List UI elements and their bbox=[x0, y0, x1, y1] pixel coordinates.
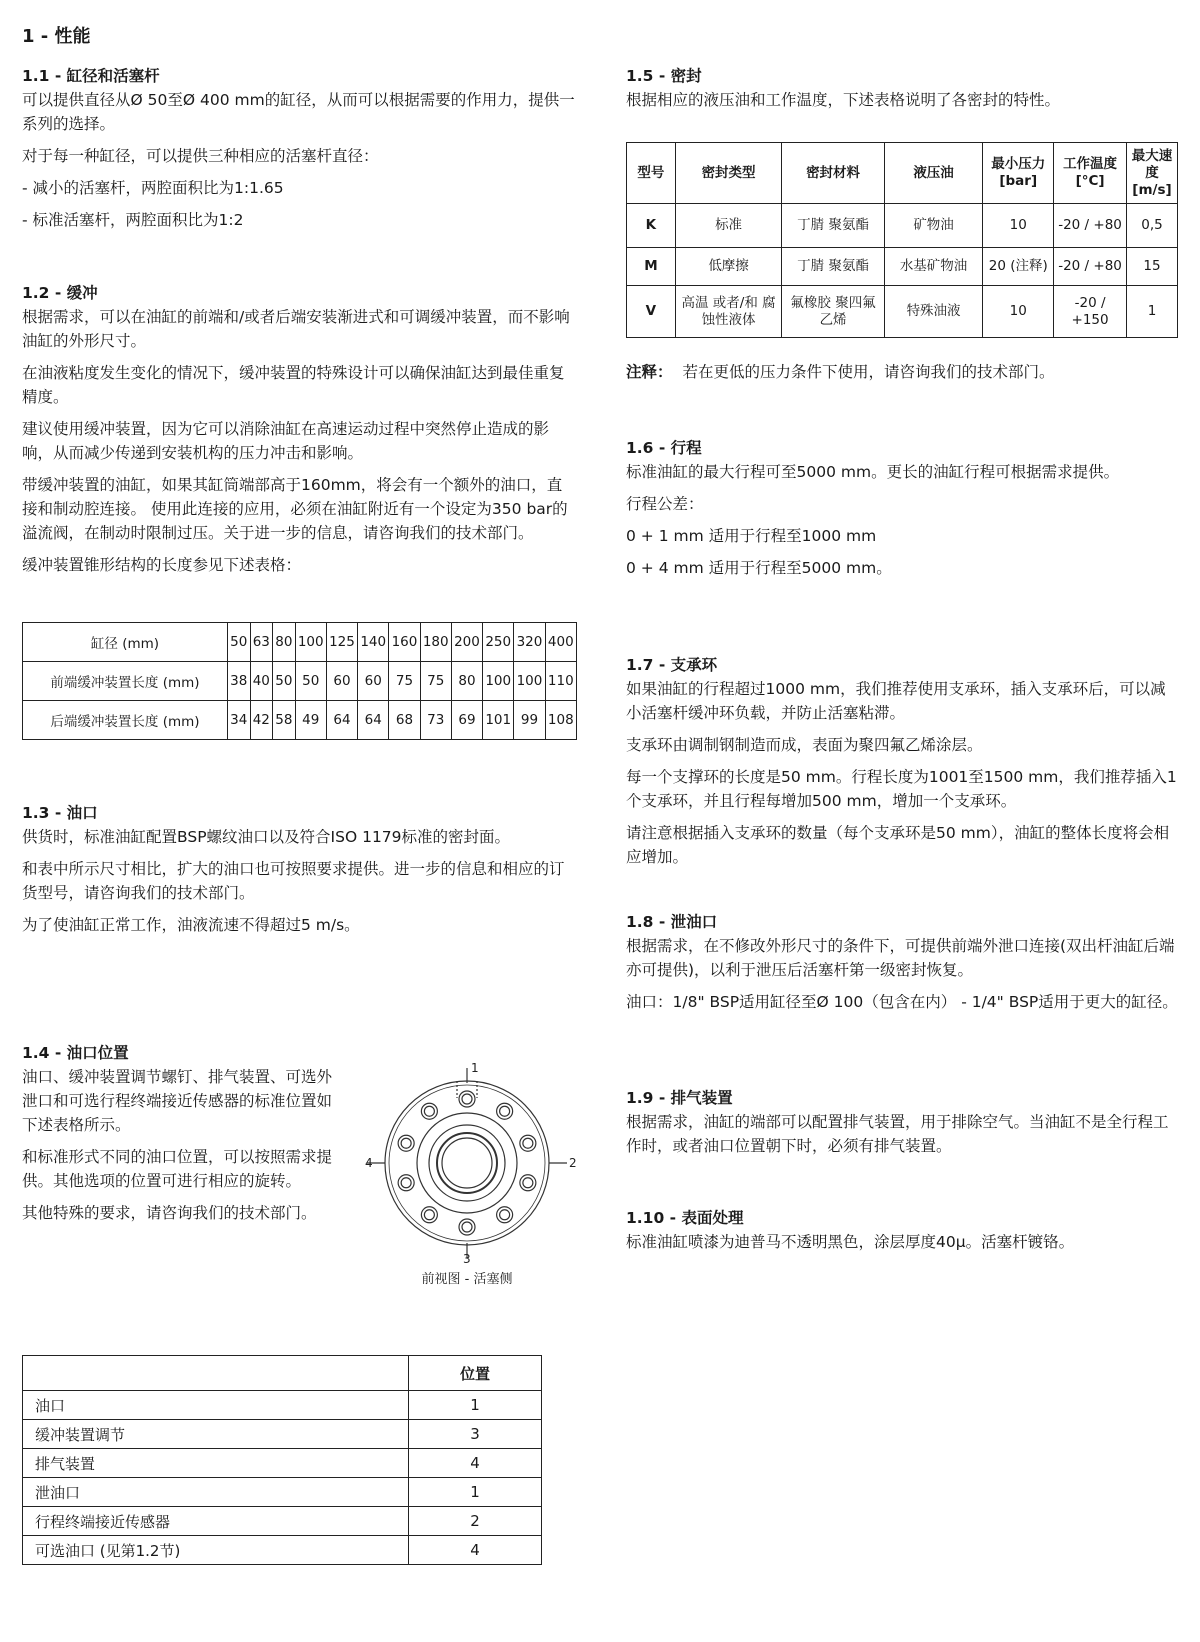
seal-table-header: 型号 bbox=[627, 143, 676, 204]
page-title: 1 - 性能 bbox=[22, 26, 91, 47]
seal-cell-oil: 水基矿物油 bbox=[884, 248, 983, 286]
cushion-cell: 50 bbox=[273, 662, 296, 701]
position-item-label: 可选油口 (见第1.2节) bbox=[23, 1536, 409, 1565]
position-item-value: 3 bbox=[409, 1420, 542, 1449]
section-heading: 1.6 - 行程 bbox=[626, 439, 702, 457]
paragraph: - 标准活塞杆，两腔面积比为1:2 bbox=[22, 211, 244, 229]
position-table-row bbox=[23, 1449, 542, 1478]
seal-cell-material: 氟橡胶 聚四氟乙烯 bbox=[782, 286, 885, 338]
paragraph: 供货时，标准油缸配置BSP螺纹油口以及符合ISO 1179标准的密封面。 bbox=[22, 828, 511, 846]
bolt-head bbox=[401, 1138, 411, 1148]
bolt-head bbox=[462, 1094, 472, 1104]
paragraph: 建议使用缓冲装置，因为它可以消除油缸在高速运动过程中突然停止造成的影响，从而减少传递到安装机构的压力冲击和影响。 bbox=[22, 420, 550, 462]
cushion-row-label: 缸径 (mm) bbox=[23, 623, 228, 662]
paragraph: 和标准形式不同的油口位置，可以按照需求提供。其他选项的位置可进行相应的旋转。 bbox=[22, 1148, 333, 1190]
seal-cell-pressure: 20 (注释) bbox=[983, 248, 1054, 286]
cushion-cell: 75 bbox=[389, 662, 420, 701]
position-table-empty-header bbox=[23, 1356, 409, 1391]
bolt-head bbox=[424, 1106, 434, 1116]
cushion-cell: 80 bbox=[451, 662, 482, 701]
position-item-value: 2 bbox=[409, 1507, 542, 1536]
paragraph: 标准油缸喷漆为迪普马不透明黑色，涂层厚度40μ。活塞杆镀铬。 bbox=[626, 1233, 1075, 1251]
cushion-cell: 99 bbox=[514, 701, 545, 740]
cushion-cell: 108 bbox=[545, 701, 576, 740]
position-item-value: 4 bbox=[409, 1449, 542, 1478]
section-heading: 1.5 - 密封 bbox=[626, 67, 702, 85]
note-label: 注释： bbox=[626, 363, 673, 381]
cushion-cell: 63 bbox=[250, 623, 273, 662]
section-1-6 bbox=[626, 438, 1178, 588]
paragraph: 和表中所示尺寸相比，扩大的油口也可按照要求提供。进一步的信息和相应的订货型号，请咨询我们的技术部门。 bbox=[22, 860, 565, 902]
figure-caption: 前视图 - 活塞侧 bbox=[421, 1272, 513, 1287]
cushion-row-label: 后端缓冲装置长度 (mm) bbox=[23, 701, 228, 740]
position-2-label: 2 bbox=[569, 1156, 577, 1170]
position-3-label: 3 bbox=[463, 1252, 471, 1266]
flange-drawing bbox=[347, 1058, 587, 1298]
seal-cell-model: M bbox=[627, 248, 676, 286]
cushion-length-table bbox=[22, 622, 577, 740]
cushion-cell: 49 bbox=[295, 701, 326, 740]
section-heading: 1.1 - 缸径和活塞杆 bbox=[22, 67, 160, 85]
position-table bbox=[22, 1355, 542, 1565]
position-table-row bbox=[23, 1478, 542, 1507]
paragraph: 行程公差： bbox=[626, 495, 704, 513]
cushion-cell: 200 bbox=[451, 623, 482, 662]
cushion-cell: 40 bbox=[250, 662, 273, 701]
seal-cell-speed: 15 bbox=[1126, 248, 1177, 286]
seal-cell-temp: -20 / +150 bbox=[1054, 286, 1127, 338]
seal-table-header: 最小压力 [bar] bbox=[983, 143, 1054, 204]
bolt-head bbox=[523, 1178, 533, 1188]
seal-cell-material: 丁腈 聚氨酯 bbox=[782, 248, 885, 286]
bolt-head bbox=[401, 1178, 411, 1188]
paragraph: 如果油缸的行程超过1000 mm，我们推荐使用支承环，插入支承环后，可以减小活塞杆缓冲环负载，并防止活塞粘滞。 bbox=[626, 680, 1166, 722]
seal-note bbox=[626, 360, 1178, 392]
seal-cell-model: K bbox=[627, 204, 676, 248]
cushion-cell: 75 bbox=[420, 662, 451, 701]
seal-cell-temp: -20 / +80 bbox=[1054, 204, 1127, 248]
cushion-cell: 140 bbox=[358, 623, 389, 662]
cushion-cell: 64 bbox=[358, 701, 389, 740]
seal-table-row bbox=[627, 204, 1178, 248]
position-table-row bbox=[23, 1536, 542, 1565]
position-item-value: 1 bbox=[409, 1391, 542, 1420]
seal-cell-speed: 0,5 bbox=[1126, 204, 1177, 248]
cushion-cell: 101 bbox=[483, 701, 514, 740]
section-1-9 bbox=[626, 1088, 1178, 1166]
paragraph: - 减小的活塞杆，两腔面积比为1:1.65 bbox=[22, 179, 284, 197]
position-table-row bbox=[23, 1391, 542, 1420]
position-item-label: 缓冲装置调节 bbox=[23, 1420, 409, 1449]
bolt-head bbox=[500, 1210, 510, 1220]
seal-cell-type: 高温 或者/和 腐蚀性液体 bbox=[675, 286, 782, 338]
section-1-1 bbox=[22, 66, 577, 240]
paragraph: 0 + 1 mm 适用于行程至1000 mm bbox=[626, 527, 877, 545]
cushion-cell: 100 bbox=[483, 662, 514, 701]
paragraph: 请注意根据插入支承环的数量（每个支承环是50 mm），油缸的整体长度将会相应增加。 bbox=[626, 824, 1170, 866]
seal-cell-temp: -20 / +80 bbox=[1054, 248, 1127, 286]
position-table-header: 位置 bbox=[409, 1356, 542, 1391]
section-heading: 1.3 - 油口 bbox=[22, 804, 98, 822]
position-item-label: 泄油口 bbox=[23, 1478, 409, 1507]
section-heading: 1.4 - 油口位置 bbox=[22, 1044, 129, 1062]
seal-cell-oil: 矿物油 bbox=[884, 204, 983, 248]
seal-table-header: 液压油 bbox=[884, 143, 983, 204]
cushion-cell: 69 bbox=[451, 701, 482, 740]
section-1-5 bbox=[626, 66, 1178, 120]
seal-table-header: 工作温度 [°C] bbox=[1054, 143, 1127, 204]
section-heading: 1.7 - 支承环 bbox=[626, 656, 718, 674]
section-1-2 bbox=[22, 283, 577, 585]
paragraph: 根据需求，油缸的端部可以配置排气装置，用于排除空气。当油缸不是全行程工作时，或者油口位置朝下时，必须有排气装置。 bbox=[626, 1113, 1169, 1155]
paragraph: 在油液粘度发生变化的情况下，缓冲装置的特殊设计可以确保油缸达到最佳重复精度。 bbox=[22, 364, 565, 406]
position-table-row bbox=[23, 1420, 542, 1449]
cushion-cell: 50 bbox=[228, 623, 251, 662]
position-1-label: 1 bbox=[471, 1061, 479, 1075]
cushion-cell: 60 bbox=[358, 662, 389, 701]
bolt-head bbox=[462, 1222, 472, 1232]
paragraph: 带缓冲装置的油缸，如果其缸筒端部高于160mm，将会有一个额外的油口，直接和制动腔连接。 使用此连接的应用，必须在油缸附近有一个设定为350 bar的溢流阀，在制动时限制过压。关于进一步的信息，请咨询我们的技术部门。 bbox=[22, 476, 568, 542]
cushion-table-row bbox=[23, 662, 577, 701]
cushion-cell: 80 bbox=[273, 623, 296, 662]
cushion-cell: 42 bbox=[250, 701, 273, 740]
section-heading: 1.9 - 排气装置 bbox=[626, 1089, 733, 1107]
cushion-table-row bbox=[23, 623, 577, 662]
bolt-head bbox=[500, 1106, 510, 1116]
paragraph: 对于每一种缸径，可以提供三种相应的活塞杆直径： bbox=[22, 147, 379, 165]
paragraph: 标准油缸的最大行程可至5000 mm。更长的油缸行程可根据需求提供。 bbox=[626, 463, 1120, 481]
cushion-cell: 320 bbox=[514, 623, 545, 662]
cushion-cell: 58 bbox=[273, 701, 296, 740]
section-1-8 bbox=[626, 912, 1178, 1022]
cushion-cell: 160 bbox=[389, 623, 420, 662]
bolt-head bbox=[523, 1138, 533, 1148]
cushion-cell: 38 bbox=[228, 662, 251, 701]
section-heading: 1.8 - 泄油口 bbox=[626, 913, 718, 931]
seal-table-row bbox=[627, 248, 1178, 286]
seal-cell-pressure: 10 bbox=[983, 286, 1054, 338]
cushion-cell: 100 bbox=[514, 662, 545, 701]
seal-table-row bbox=[627, 286, 1178, 338]
position-item-label: 行程终端接近传感器 bbox=[23, 1507, 409, 1536]
section-1-3 bbox=[22, 803, 577, 945]
cushion-cell: 110 bbox=[545, 662, 576, 701]
cushion-row-label: 前端缓冲装置长度 (mm) bbox=[23, 662, 228, 701]
seal-cell-model: V bbox=[627, 286, 676, 338]
position-item-label: 排气装置 bbox=[23, 1449, 409, 1478]
cushion-cell: 64 bbox=[326, 701, 357, 740]
cushion-cell: 250 bbox=[483, 623, 514, 662]
section-heading: 1.2 - 缓冲 bbox=[22, 284, 98, 302]
position-table-row bbox=[23, 1507, 542, 1536]
position-item-label: 油口 bbox=[23, 1391, 409, 1420]
seal-table-header: 密封材料 bbox=[782, 143, 885, 204]
note-text: 若在更低的压力条件下使用，请咨询我们的技术部门。 bbox=[682, 363, 1055, 381]
position-4-label: 4 bbox=[365, 1156, 373, 1170]
seal-cell-speed: 1 bbox=[1126, 286, 1177, 338]
paragraph: 油口、缓冲装置调节螺钉、排气装置、可选外泄口和可选行程终端接近传感器的标准位置如下述表格所示。 bbox=[22, 1068, 333, 1134]
section-1-7 bbox=[626, 655, 1178, 877]
paragraph: 根据需求，在不修改外形尺寸的条件下，可提供前端外泄口连接(双出杆油缸后端亦可提供)，以利于泄压后活塞杆第一级密封恢复。 bbox=[626, 937, 1175, 979]
bolt-head bbox=[424, 1210, 434, 1220]
paragraph: 每一个支撑环的长度是50 mm。行程长度为1001至1500 mm，我们推荐插入1个支承环，并且行程每增加500 mm，增加一个支承环。 bbox=[626, 768, 1177, 810]
paragraph: 为了使油缸正常工作，油液流速不得超过5 m/s。 bbox=[22, 916, 360, 934]
seal-cell-pressure: 10 bbox=[983, 204, 1054, 248]
section-heading: 1.10 - 表面处理 bbox=[626, 1209, 744, 1227]
cushion-cell: 50 bbox=[295, 662, 326, 701]
seal-table-header: 最大速度 [m/s] bbox=[1126, 143, 1177, 204]
cushion-table-row bbox=[23, 701, 577, 740]
cushion-cell: 60 bbox=[326, 662, 357, 701]
seal-table-header: 密封类型 bbox=[675, 143, 782, 204]
cushion-cell: 34 bbox=[228, 701, 251, 740]
position-item-value: 4 bbox=[409, 1536, 542, 1565]
paragraph: 缓冲装置锥形结构的长度参见下述表格： bbox=[22, 556, 302, 574]
paragraph: 根据相应的液压油和工作温度，下述表格说明了各密封的特性。 bbox=[626, 91, 1061, 109]
seal-cell-type: 标准 bbox=[675, 204, 782, 248]
cushion-cell: 73 bbox=[420, 701, 451, 740]
cushion-cell: 180 bbox=[420, 623, 451, 662]
cushion-cell: 125 bbox=[326, 623, 357, 662]
paragraph: 油口：1/8" BSP适用缸径至Ø 100（包含在内） - 1/4" BSP适用于更大的缸径。 bbox=[626, 993, 1178, 1011]
section-1-4 bbox=[22, 1043, 337, 1233]
seal-cell-oil: 特殊油液 bbox=[884, 286, 983, 338]
cushion-cell: 100 bbox=[295, 623, 326, 662]
seal-cell-material: 丁腈 聚氨酯 bbox=[782, 204, 885, 248]
front-view-figure bbox=[347, 1058, 587, 1298]
paragraph: 可以提供直径从Ø 50至Ø 400 mm的缸径，从而可以根据需要的作用力，提供一系列的选择。 bbox=[22, 91, 575, 133]
seal-cell-type: 低摩擦 bbox=[675, 248, 782, 286]
section-1-10 bbox=[626, 1208, 1178, 1262]
seal-table bbox=[626, 142, 1178, 338]
paragraph: 其他特殊的要求，请咨询我们的技术部门。 bbox=[22, 1204, 317, 1222]
paragraph: 根据需求，可以在油缸的前端和/或者后端安装渐进式和可调缓冲装置，而不影响油缸的外形尺寸。 bbox=[22, 308, 570, 350]
cushion-cell: 68 bbox=[389, 701, 420, 740]
paragraph: 0 + 4 mm 适用于行程至5000 mm。 bbox=[626, 559, 892, 577]
paragraph: 支承环由调制钢制造而成，表面为聚四氟乙烯涂层。 bbox=[626, 736, 983, 754]
position-item-value: 1 bbox=[409, 1478, 542, 1507]
cushion-cell: 400 bbox=[545, 623, 576, 662]
